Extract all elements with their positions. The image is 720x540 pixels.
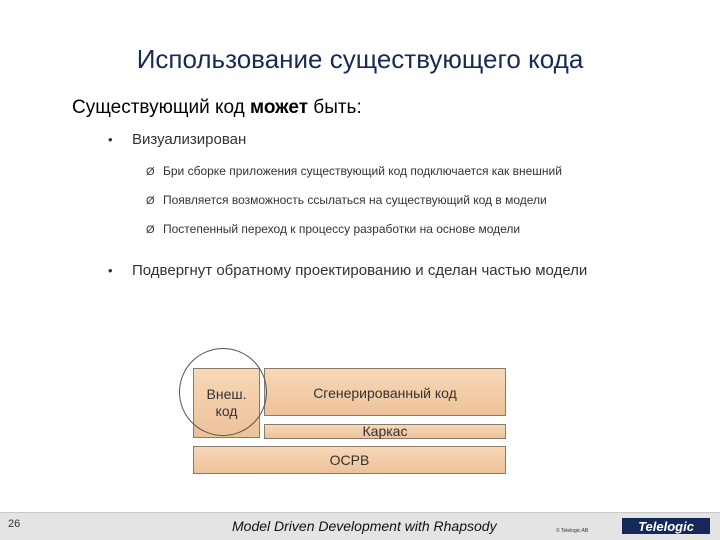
subitem <box>146 193 547 207</box>
arrow-bullet-icon: Ø <box>146 195 155 207</box>
subitem <box>146 222 520 236</box>
arrow-bullet-icon: Ø <box>146 224 155 236</box>
external-code-label-line2: код <box>215 403 238 419</box>
bullet-reverse-engineered <box>108 262 587 279</box>
rtos-box <box>193 446 506 474</box>
copyright-notice: © Telelogic AB <box>556 528 589 534</box>
footer-title: Model Driven Development with Rhapsody <box>232 518 497 534</box>
lead-text <box>72 97 362 119</box>
external-code-label-line1: Внеш. <box>206 385 247 402</box>
framework-box <box>264 424 506 439</box>
bullet-visualized <box>108 131 246 148</box>
telelogic-logo: Telelogic <box>622 518 710 534</box>
subitem-label: Постепенный переход к процессу разработки на основе модели <box>163 222 521 236</box>
rtos-label: ОСРВ <box>329 452 370 468</box>
highlight-circle <box>179 348 267 436</box>
lead-text-bold: может <box>250 97 309 118</box>
subitem <box>146 164 562 178</box>
generated-code-label: Сгенерированный код <box>313 385 457 401</box>
subitem-label: Появляется возможность ссылаться на существующий код в модели <box>163 193 547 207</box>
generated-code-box <box>264 368 506 416</box>
bullet-label: Визуализирован <box>132 131 247 148</box>
bullet-dot: • <box>108 132 113 147</box>
lead-text-end: быть: <box>308 97 362 118</box>
subitem-label: Бри сборке приложения существующий код подключается как внешний <box>163 164 562 178</box>
bullet-dot: • <box>108 263 113 278</box>
page-number: 26 <box>8 518 21 530</box>
lead-text-start: Существующий код <box>72 97 251 118</box>
slide-title: Использование существующего кода <box>136 44 584 74</box>
arrow-bullet-icon: Ø <box>146 166 155 178</box>
bullet-label: Подвергнут обратному проектированию и сделан частью модели <box>132 262 588 279</box>
framework-label: Каркас <box>362 423 408 439</box>
